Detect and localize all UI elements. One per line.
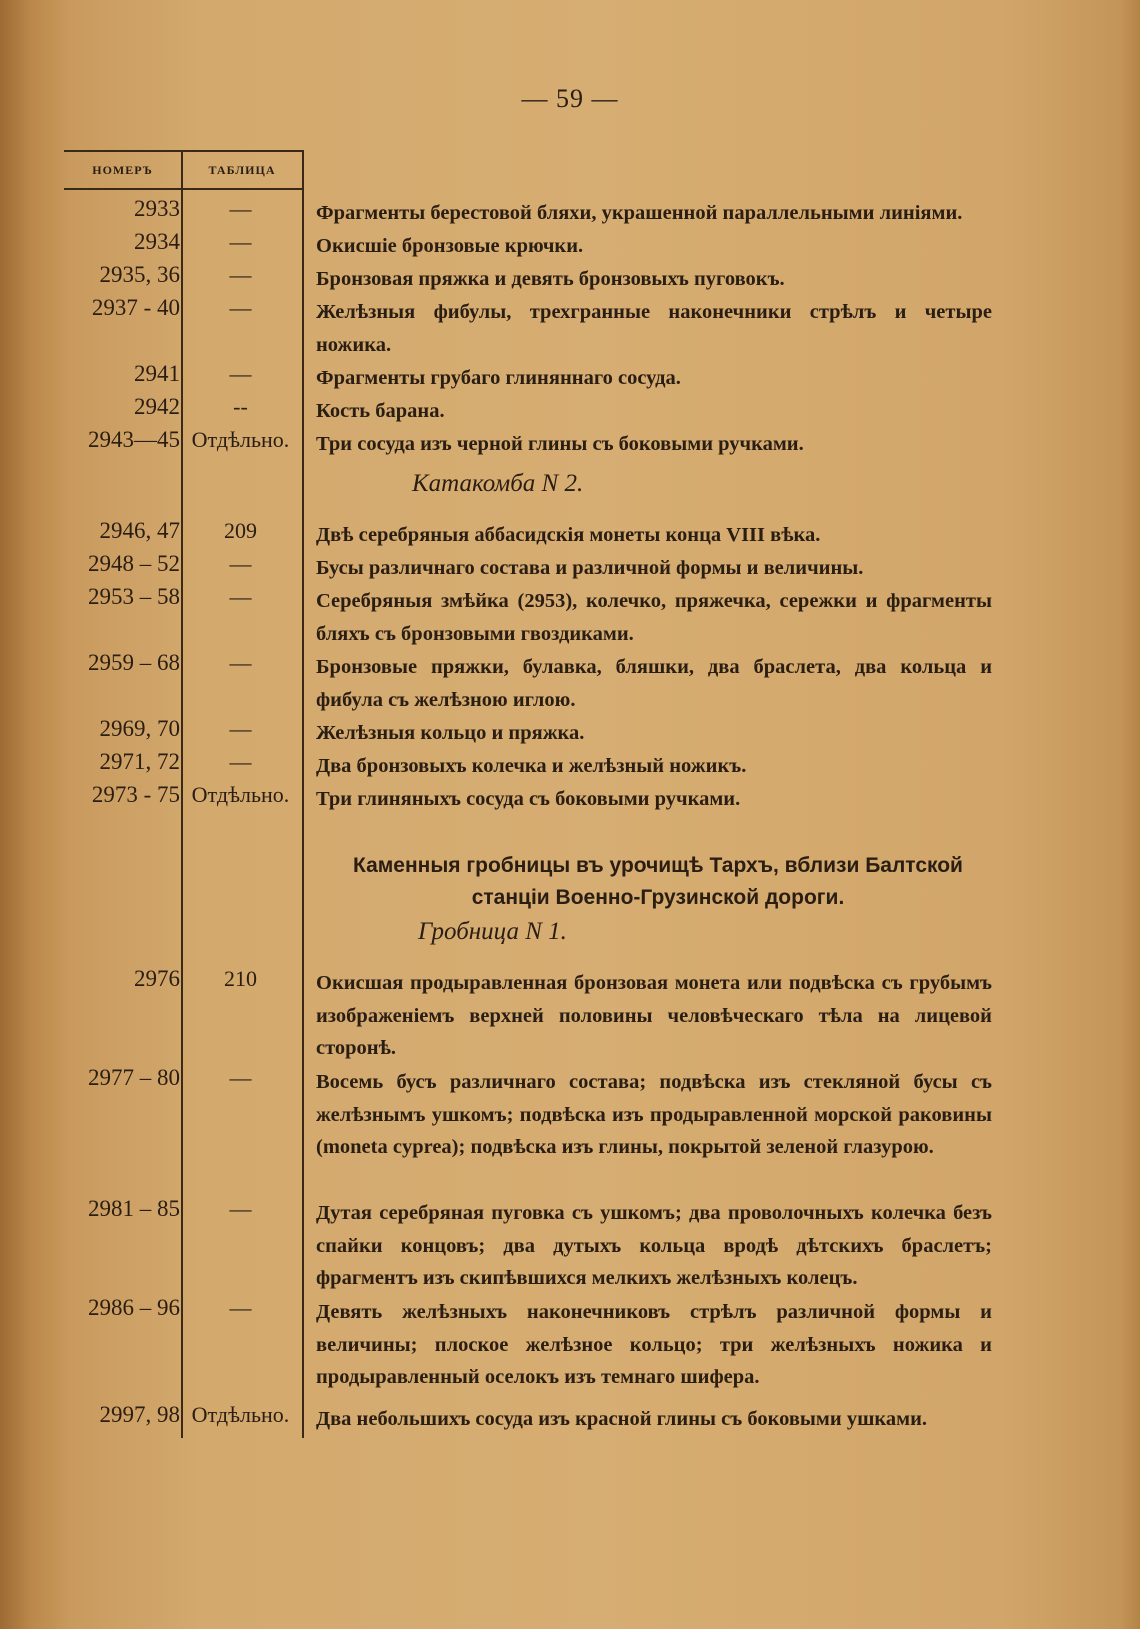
row-number: 2959 – 68 (88, 650, 180, 675)
table-row (0, 262, 1140, 294)
table-row (0, 229, 1140, 261)
row-table: Отдѣльно. (191, 427, 290, 452)
row-description: Три сосуда изъ черной глины съ боковыми ручками. (316, 433, 804, 455)
row-number: 2977 – 80 (88, 1065, 180, 1090)
row-table: — (229, 295, 252, 320)
row-description: Желѣзныя фибулы, трехгранные наконечники стрѣлъ и четыре ножика. (316, 301, 992, 356)
row-number: 2935, 36 (99, 262, 180, 287)
row-number: 2981 – 85 (88, 1196, 180, 1221)
row-table: — (229, 584, 252, 609)
row-description: Два бронзовыхъ колечка и желѣзный ножикъ. (316, 755, 747, 777)
row-number: 2941 (134, 361, 180, 386)
section-heading-catacomb: Катакомба N 2. (412, 470, 584, 497)
row-table: — (229, 1295, 252, 1320)
row-number: 2986 – 96 (88, 1295, 180, 1320)
row-table: — (229, 1065, 252, 1090)
row-table: — (229, 551, 252, 576)
row-description: Бронзовая пряжка и девять бронзовыхъ пуговокъ. (316, 268, 785, 290)
row-table: — (229, 1196, 252, 1221)
table-row (0, 1402, 1140, 1434)
row-description: Желѣзныя кольцо и пряжка. (316, 722, 585, 744)
table-row (0, 1295, 1140, 1388)
row-description: Окисшіе бронзовые крючки. (316, 235, 584, 257)
row-number: 2976 (134, 966, 180, 991)
section-heading-tomb: Гробница N 1. (418, 918, 567, 945)
row-number: 2943—45 (88, 427, 180, 452)
row-table: — (229, 361, 252, 386)
page-number: — 59 — (521, 84, 619, 113)
row-description: Фрагменты грубаго глиняннаго сосуда. (316, 367, 681, 389)
row-description: Девять желѣзныхъ наконечниковъ стрѣлъ различной формы и величины; плоское желѣзное кольцо; три желѣзныхъ ножика и продыравленный оселокъ изъ темнаго шифера. (316, 1301, 992, 1388)
table-row (0, 295, 1140, 356)
row-table: Отдѣльно. (191, 782, 290, 807)
row-description: Фрагменты берестовой бляхи, украшенной параллельными линіями. (316, 202, 963, 224)
row-table: — (229, 650, 252, 675)
row-table: — (229, 716, 252, 741)
row-table: 210 (224, 966, 257, 991)
row-number: 2942 (134, 394, 180, 419)
row-number: 2934 (134, 229, 180, 254)
row-table: — (229, 229, 252, 254)
header-table: ТАБЛИЦА (208, 163, 276, 177)
row-description: Кость барана. (316, 400, 445, 422)
row-table: 209 (224, 518, 257, 543)
header-top-rule (64, 150, 304, 152)
table-row (0, 749, 1140, 781)
row-table: — (229, 196, 252, 221)
row-table: — (229, 262, 252, 287)
row-number: 2948 – 52 (88, 551, 180, 576)
table-row (0, 551, 1140, 583)
row-number: 2953 – 58 (88, 584, 180, 609)
row-description: Два небольшихъ сосуда изъ красной глины съ боковыми ушками. (316, 1408, 928, 1430)
table-row (0, 716, 1140, 748)
row-description: Серебряныя змѣйка (2953), колечко, пряжечка, сережки и фрагменты бляхъ съ бронзовыми гвоздиками. (316, 590, 992, 645)
row-number: 2937 - 40 (91, 295, 180, 320)
row-number: 2971, 72 (99, 749, 180, 774)
row-table: — (229, 749, 252, 774)
row-description: Бронзовые пряжки, булавка, бляшки, два браслета, два кольца и фибула съ желѣзною иглою. (316, 656, 992, 711)
row-number: 2973 - 75 (91, 782, 180, 807)
table-row (0, 196, 1140, 228)
row-description: Дутая серебряная пуговка съ ушкомъ; два проволочныхъ колечка безъ спайки концовъ; два дутыхъ кольца вродѣ дѣтскихъ браслетъ; фрагментъ изъ скипѣвшихся мелкихъ желѣзныхъ колецъ. (316, 1202, 992, 1289)
row-description: Окисшая продыравленная бронзовая монета или подвѣска съ грубымъ изображеніемъ верхней половины человѣческаго тѣла на лицевой сторонѣ. (316, 972, 992, 1059)
row-number: 2946, 47 (99, 518, 180, 543)
row-number: 2997, 98 (99, 1402, 180, 1427)
table-row (0, 1196, 1140, 1289)
row-description: Бусы различнаго состава и различной формы и величины. (316, 557, 864, 579)
table-row (0, 782, 1140, 814)
table-row (0, 427, 1140, 459)
table-row (0, 518, 1140, 550)
table-row (0, 584, 1140, 645)
row-number: 2933 (134, 196, 180, 221)
row-table: Отдѣльно. (191, 1402, 290, 1427)
table-row (0, 1065, 1140, 1158)
row-description: Три глиняныхъ сосуда съ боковыми ручками. (316, 788, 741, 810)
table-row (0, 650, 1140, 711)
row-table: -- (233, 394, 248, 419)
header-bottom-rule (64, 188, 304, 190)
row-description: Восемь бусъ различнаго состава; подвѣска изъ стекляной бусы съ желѣзнымъ ушкомъ; подвѣска изъ продыравленной морской раковины (moneta cyprea); подвѣска изъ глины, покрытой зеленой глазурою. (316, 1071, 992, 1158)
row-number: 2969, 70 (99, 716, 180, 741)
row-description: Двѣ серебряныя аббасидскія монеты конца VIII вѣка. (316, 524, 821, 546)
table-row (0, 394, 1140, 426)
table-row (0, 361, 1140, 393)
table-row (0, 966, 1140, 1059)
section-heading-stone-tombs: Каменныя гробницы въ урочищѣ Тархъ, вблизи Балтской станціи Военно-Грузинской дороги. (353, 854, 963, 909)
header-number: НОМЕРЪ (92, 163, 153, 177)
